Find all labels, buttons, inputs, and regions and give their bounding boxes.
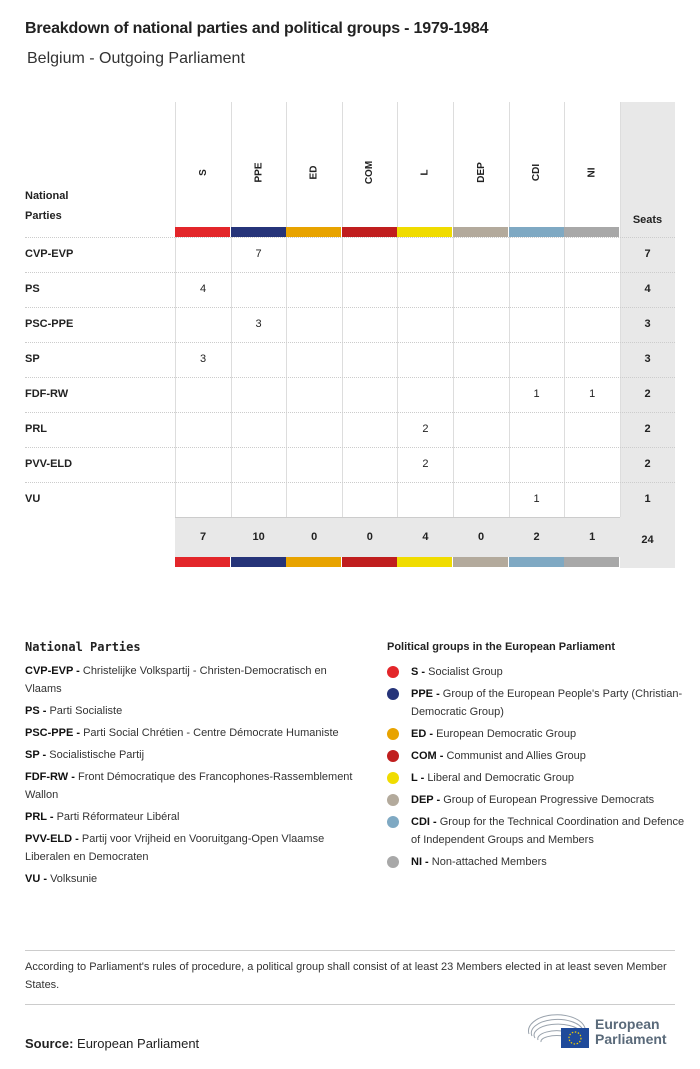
column-header-com — [342, 132, 398, 212]
group-full-name: Group for the Technical Coordination and Defence of Independent Groups and Members — [411, 816, 685, 846]
column-header-ppe — [231, 132, 287, 212]
source — [25, 1036, 199, 1051]
breakdown-table — [25, 102, 675, 568]
group-total: 7 — [199, 531, 207, 543]
row-total-seats: 3 — [644, 353, 651, 365]
party-legend-item — [25, 830, 365, 866]
group-color-dot-icon — [387, 816, 399, 828]
column-header-label: NI — [586, 167, 598, 177]
column-header-ni — [564, 132, 620, 212]
party-code: PSC-PPE - — [25, 727, 81, 739]
party-name: CVP-EVP — [25, 248, 74, 260]
group-code: L - — [411, 772, 425, 784]
group-code: COM - — [411, 750, 444, 762]
group-color-dot-icon — [387, 856, 399, 868]
group-color-bar — [397, 227, 452, 237]
row-total-seats: 2 — [644, 388, 651, 400]
party-name: PS — [25, 283, 40, 295]
group-color-dot-icon — [387, 688, 399, 700]
table-row — [25, 447, 675, 482]
footnote: According to Parliament's rules of procedure, a political group shall consist of at least 23 Members elected in at least seven Member States. — [25, 961, 667, 991]
party-full-name: Christelijke Volkspartij - Christen-Democratisch en Vlaams — [25, 665, 327, 695]
seat-count: 2 — [422, 423, 429, 435]
group-color-bar — [397, 557, 452, 567]
group-code: ED - — [411, 728, 433, 740]
group-total: 0 — [477, 531, 485, 543]
group-color-dot-icon — [387, 794, 399, 806]
seat-count: 1 — [533, 493, 540, 505]
group-color-bar — [342, 557, 397, 567]
group-color-bar — [286, 557, 341, 567]
group-color-bar — [231, 557, 286, 567]
seat-count: 3 — [255, 318, 262, 330]
group-legend-item — [387, 769, 687, 787]
group-total: 0 — [366, 531, 373, 543]
group-color-bar — [175, 227, 230, 237]
group-total: 10 — [252, 531, 265, 543]
group-legend-item — [387, 663, 687, 681]
group-code: CDI - — [411, 816, 437, 828]
party-name: SP — [25, 353, 40, 365]
divider — [25, 1004, 675, 1005]
party-name: FDF-RW — [25, 388, 69, 400]
party-legend-item — [25, 768, 365, 804]
group-code: PPE - — [411, 688, 440, 700]
party-legend-item — [25, 702, 365, 720]
group-color-dot-icon — [387, 666, 399, 678]
party-code: FDF-RW - — [25, 771, 75, 783]
group-total: 0 — [311, 531, 318, 543]
political-groups-legend — [387, 641, 687, 875]
party-full-name: Partij voor Vrijheid en Vooruitgang-Open Vlaamse Liberalen en Democraten — [25, 833, 325, 863]
group-legend-item — [387, 791, 687, 809]
party-code: PS - — [25, 705, 47, 717]
table-row — [25, 307, 675, 342]
group-color-dot-icon — [387, 772, 399, 784]
row-total-seats: 1 — [644, 493, 651, 505]
group-total: 2 — [533, 531, 540, 543]
totals-row — [175, 517, 620, 557]
row-total-seats: 7 — [644, 248, 651, 260]
table-row — [25, 272, 675, 307]
legend-title: Political groups in the European Parliament — [387, 641, 615, 653]
column-header-l — [397, 132, 453, 212]
group-full-name: European Democratic Group — [436, 728, 577, 740]
group-color-dot-icon — [387, 750, 399, 762]
party-full-name: Socialistische Partij — [49, 749, 145, 761]
group-total: 1 — [589, 531, 596, 543]
party-name: PVV-ELD — [25, 458, 73, 470]
group-color-bar — [342, 227, 397, 237]
group-legend-item — [387, 853, 687, 871]
group-color-bar — [564, 227, 619, 237]
column-header-cdi — [509, 132, 565, 212]
grand-total: 24 — [641, 534, 654, 546]
parliament-hemicycle-icon — [527, 1014, 589, 1050]
column-header-label: PPE — [253, 161, 265, 183]
seat-count: 2 — [422, 458, 429, 470]
party-code: PVV-ELD - — [25, 833, 79, 845]
party-legend-item — [25, 870, 365, 888]
group-code: DEP - — [411, 794, 441, 806]
party-legend-item — [25, 808, 365, 826]
row-total-seats: 2 — [644, 458, 651, 470]
party-legend-item — [25, 662, 365, 698]
party-code: VU - — [25, 873, 47, 885]
party-legend-item — [25, 746, 365, 764]
group-legend-item — [387, 725, 687, 743]
party-full-name: Parti Réformateur Libéral — [56, 811, 180, 823]
group-color-bar — [175, 557, 230, 567]
table-row — [25, 237, 675, 272]
group-code: S - — [411, 666, 426, 678]
party-name: VU — [25, 493, 41, 505]
group-color-bar — [509, 227, 564, 237]
seat-count: 7 — [255, 248, 262, 260]
party-code: PRL - — [25, 811, 54, 823]
column-header-label: L — [419, 168, 431, 176]
source-label: Source: — [25, 1036, 74, 1051]
group-color-bar — [231, 227, 286, 237]
column-header-label: S — [197, 168, 209, 176]
group-legend-item — [387, 747, 687, 765]
column-header-dep — [453, 132, 509, 212]
group-color-bar — [453, 557, 508, 567]
group-full-name: Group of the European People's Party (Christian-Democratic Group) — [411, 688, 683, 718]
chart-title: Breakdown of national parties and political groups - 1979-1984 — [25, 20, 489, 37]
group-legend-item — [387, 685, 687, 721]
row-total-seats: 2 — [644, 423, 651, 435]
group-full-name: Socialist Group — [428, 666, 503, 678]
column-header-label: CDI — [531, 163, 543, 181]
group-full-name: Communist and Allies Group — [446, 750, 586, 762]
group-color-bar — [509, 557, 564, 567]
group-full-name: Group of European Progressive Democrats — [443, 794, 655, 806]
source-value: European Parliament — [77, 1036, 200, 1051]
seat-count: 3 — [199, 353, 207, 365]
chart-subtitle: Belgium - Outgoing Parliament — [27, 50, 245, 67]
european-parliament-logo — [527, 1014, 677, 1050]
seat-count: 1 — [589, 388, 596, 400]
legend-title: National Parties — [25, 640, 141, 654]
party-name: PSC-PPE — [25, 318, 74, 330]
table-row — [25, 342, 675, 377]
table-row — [25, 412, 675, 447]
table-row — [25, 482, 675, 517]
column-header-ed — [286, 132, 342, 212]
party-code: CVP-EVP - — [25, 665, 80, 677]
group-color-dot-icon — [387, 728, 399, 740]
column-header-s — [175, 132, 231, 212]
divider — [25, 950, 675, 951]
row-total-seats: 4 — [644, 283, 651, 295]
national-parties-legend — [25, 640, 365, 892]
group-legend-item — [387, 813, 687, 849]
party-name: PRL — [25, 423, 47, 435]
column-header-label: DEP — [475, 161, 487, 183]
seat-count: 4 — [199, 283, 207, 295]
logo-text: European Parliament — [595, 1016, 667, 1047]
group-full-name: Liberal and Democratic Group — [427, 772, 575, 784]
group-color-bar — [564, 557, 619, 567]
party-full-name: Front Démocratique des Francophones-Rassemblement Wallon — [25, 771, 353, 801]
group-total: 4 — [422, 531, 429, 543]
group-full-name: Non-attached Members — [431, 856, 547, 868]
party-full-name: Volksunie — [50, 873, 98, 885]
seats-header: Seats — [632, 214, 663, 226]
group-color-bar — [286, 227, 341, 237]
seat-count: 1 — [533, 388, 540, 400]
column-header-label: ED — [308, 165, 320, 179]
party-code: SP - — [25, 749, 47, 761]
row-total-seats: 3 — [644, 318, 651, 330]
party-full-name: Parti Socialiste — [49, 705, 123, 717]
national-parties-header: National Parties — [25, 190, 69, 222]
party-full-name: Parti Social Chrétien - Centre Démocrate Humaniste — [83, 727, 339, 739]
table-row — [25, 377, 675, 412]
party-legend-item — [25, 724, 365, 742]
column-header-label: COM — [364, 160, 376, 184]
group-code: NI - — [411, 856, 429, 868]
group-color-bar — [453, 227, 508, 237]
